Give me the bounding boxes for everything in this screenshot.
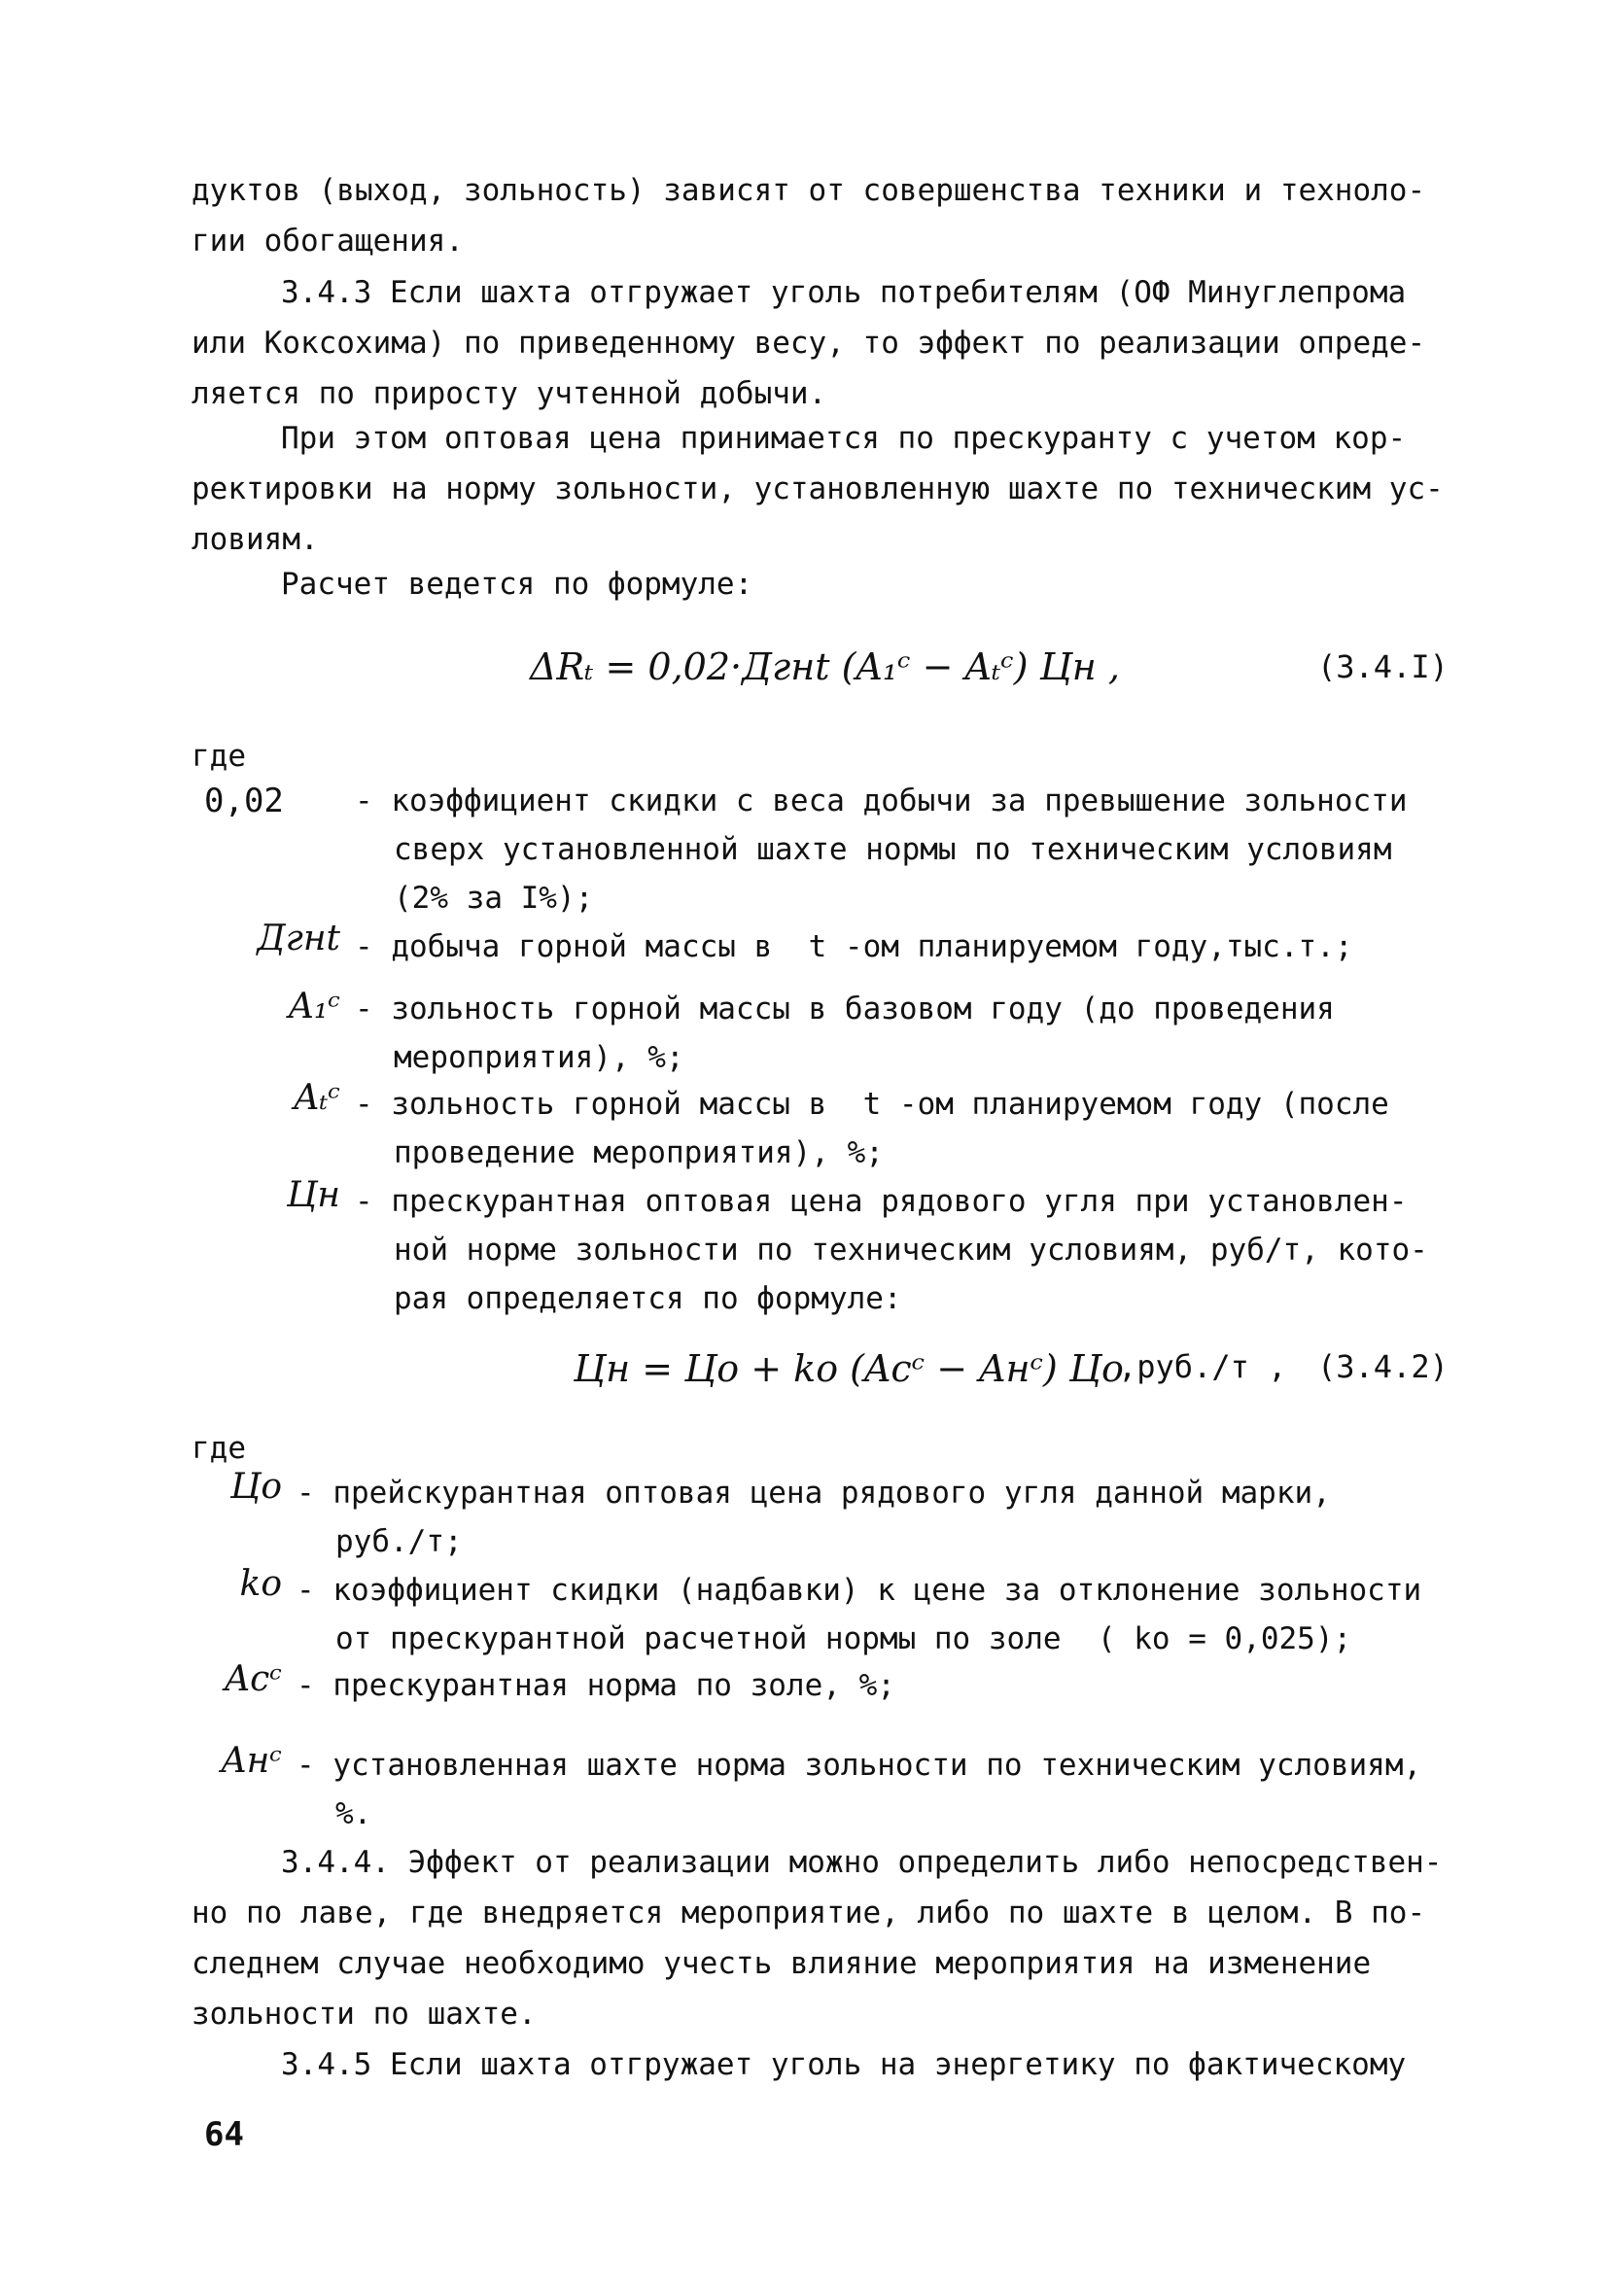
def1-coef-line-1: - коэффициент скидки с веса добычи за превышение зольности — [355, 783, 1408, 818]
section-3-4-4-line-2: но по лаве, где внедряется мероприятие, либо по шахте в целом. В по- — [192, 1896, 1426, 1931]
def1-symbol-output: Дгнt — [257, 919, 340, 958]
price-paragraph-line-3: ловиям. — [192, 522, 319, 557]
where-label-1: где — [192, 739, 246, 774]
def1-coef-line-3: (2% за I%); — [394, 881, 594, 916]
def1-price-line-1: - прескурантная оптовая цена рядового угля при установлен- — [355, 1184, 1408, 1219]
def1-symbol-ash-base: A₁ᶜ — [288, 987, 340, 1026]
calc-intro: Расчет ведется по формуле: — [281, 567, 753, 602]
def1-coef-line-2: сверх установленной шахте нормы по техническим условиям — [394, 832, 1392, 867]
page-number: 64 — [204, 2115, 244, 2154]
price-paragraph-line-2: ректировки на норму зольности, установленную шахте по техническим ус- — [192, 471, 1444, 506]
formula-3-4-2-unit: ,руб./т , — [1118, 1348, 1287, 1385]
def1-ash-planned-line-2: проведение мероприятия), %; — [394, 1135, 884, 1170]
section-3-4-4-line-4: зольности по шахте. — [192, 1997, 537, 2032]
def1-output-line-1: - добыча горной массы в t -ом планируемом году,тыс.т.; — [355, 929, 1353, 964]
formula-3-4-2-number: (3.4.2) — [1317, 1348, 1449, 1385]
def1-ash-base-line-2: мероприятия), %; — [394, 1040, 684, 1075]
def1-symbol-price: Цн — [286, 1175, 340, 1215]
intro-line-2: гии обогащения. — [192, 224, 464, 259]
def2-symbol-mine-norm: Aнᶜ — [221, 1741, 282, 1781]
def1-price-line-3: рая определяется по формуле: — [394, 1281, 902, 1316]
section-3-4-3-line-3: ляется по приросту учтенной добычи. — [192, 376, 827, 411]
def2-symbol-price-norm: Aсᶜ — [225, 1659, 282, 1699]
def1-symbol-coef: 0,02 — [204, 782, 284, 820]
def2-symbol-coef: kо — [239, 1564, 282, 1604]
def2-base-price-line-1: - прейскурантная оптовая цена рядового угля данной марки, — [297, 1476, 1331, 1511]
def2-price-norm-line-1: - прескурантная норма по золе, %; — [297, 1668, 895, 1703]
section-3-4-4-line-1: 3.4.4. Эффект от реализации можно определить либо непосредствен- — [281, 1845, 1443, 1880]
formula-3-4-1: ΔRₜ = 0,02·Дгнt (A₁ᶜ − Aₜᶜ) Цн , — [530, 645, 1120, 688]
formula-3-4-2: Цн = Цо + kо (Aсᶜ − Aнᶜ) Цо — [574, 1347, 1124, 1390]
def1-ash-base-line-1: - зольность горной массы в базовом году (до проведения — [355, 991, 1335, 1026]
def2-mine-norm-line-1: - установленная шахте норма зольности по техническим условиям, — [297, 1748, 1422, 1783]
section-3-4-5-line-1: 3.4.5 Если шахта отгружает уголь на энергетику по фактическому — [281, 2047, 1407, 2082]
price-paragraph-line-1: При этом оптовая цена принимается по прескуранту с учетом кор- — [281, 421, 1407, 456]
def1-symbol-ash-planned: Aₜᶜ — [294, 1078, 340, 1118]
def2-coef-line-1: - коэффициент скидки (надбавки) к цене за отклонение зольности — [297, 1573, 1422, 1608]
where-label-2: где — [192, 1431, 246, 1466]
section-3-4-4-line-3: следнем случае необходимо учесть влияние мероприятия на изменение — [192, 1946, 1372, 1981]
section-3-4-3-line-1: 3.4.3 Если шахта отгружает уголь потребителям (ОФ Минуглепрома — [281, 275, 1407, 310]
formula-3-4-1-number: (3.4.I) — [1317, 648, 1449, 685]
intro-line-1: дуктов (выход, зольность) зависят от совершенства техники и техноло- — [192, 173, 1426, 208]
def2-symbol-base-price: Цо — [229, 1467, 282, 1507]
def2-coef-line-2: от прескурантной расчетной нормы по золе ( kо = 0,025); — [335, 1621, 1352, 1656]
section-3-4-3-line-2: или Коксохима) по приведенному весу, то эффект по реализации опреде- — [192, 326, 1426, 361]
def2-mine-norm-line-2: %. — [335, 1796, 372, 1831]
def1-price-line-2: ной норме зольности по техническим условиям, руб/т, кото- — [394, 1233, 1428, 1268]
def1-ash-planned-line-1: - зольность горной массы в t -ом планируемом году (после — [355, 1087, 1389, 1122]
def2-base-price-line-2: руб./т; — [335, 1524, 463, 1559]
